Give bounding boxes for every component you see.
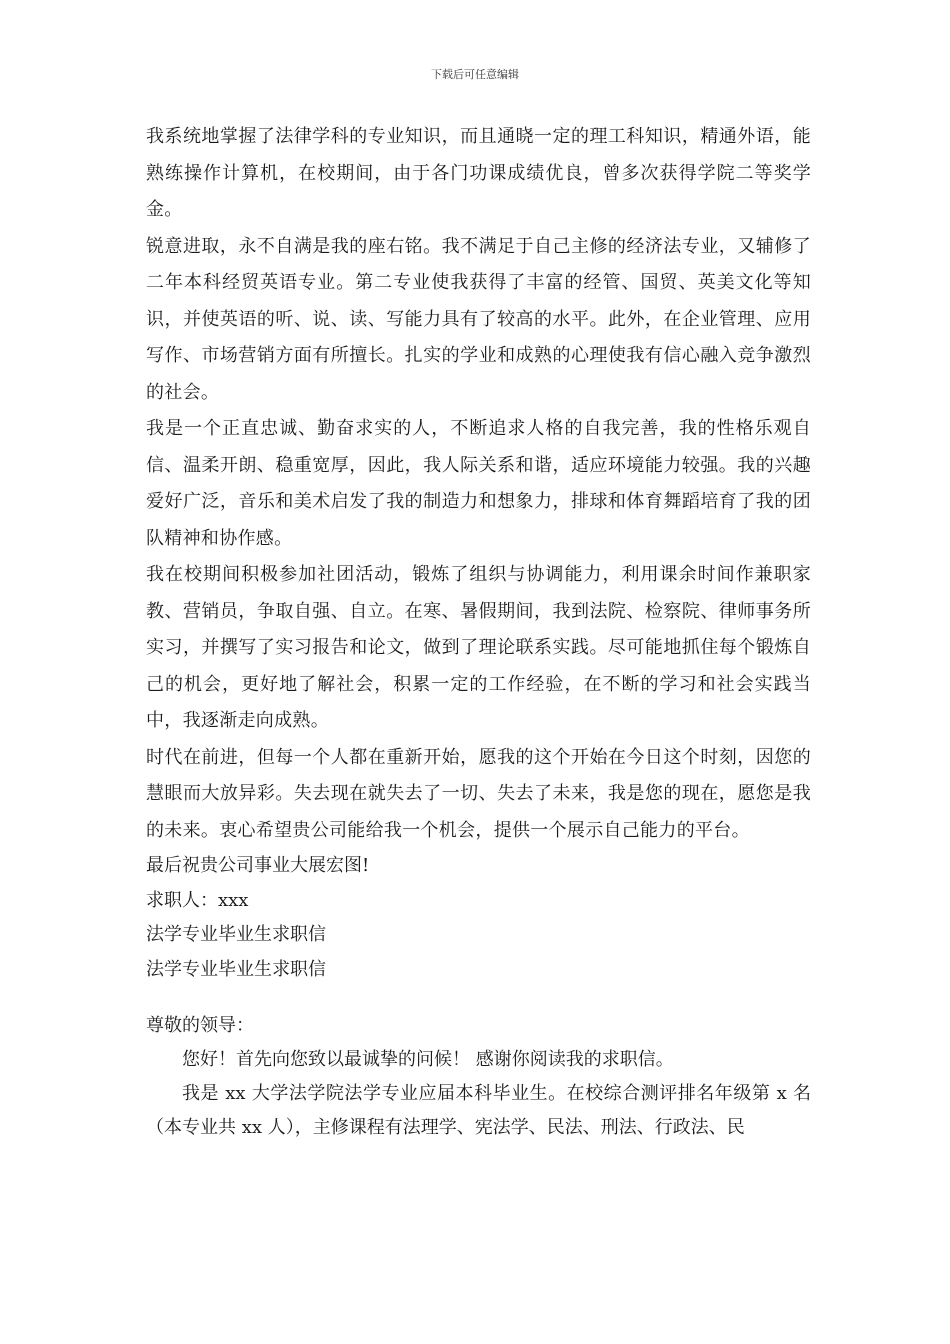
signature: 求职人：xxx <box>146 889 249 911</box>
letter-salutation: 尊敬的领导： <box>146 1015 254 1036</box>
section-title-repeat: 法学专业毕业生求职信 <box>146 958 326 980</box>
section-title: 法学专业毕业生求职信 <box>146 924 326 945</box>
spacer <box>146 987 811 1009</box>
paragraph-skills: 我系统地掌握了法律学科的专业知识，而且通晓一定的理工科知识，精通外语，能熟练操作计算机，在校期间，由于各门功课成绩优良，曾多次获得学院二等奖学金。 <box>146 126 811 220</box>
page-header-note: 下载后可任意编辑 <box>431 68 519 81</box>
paragraph-activities: 我在校期间积极参加社团活动，锻炼了组织与协调能力，利用课余时间作兼职家教、营销员，争取自强、自立。在寒、暑假期间，我到法院、检察院、律师事务所实习，并撰写了实习报告和论文，做到了理论联系实践。尽可能地抓住每个锻炼自己的机会，更好地了解社会，积累一定的工作经验，在不断的学习和社会实践当中，我逐渐走向成熟。 <box>146 564 811 731</box>
letter-greeting: 您好！首先向您致以最诚挚的问候！ 感谢你阅读我的求职信。 <box>182 1049 674 1070</box>
closing-wish: 最后祝贵公司事业大展宏图! <box>146 855 370 876</box>
paragraph-closing-appeal: 时代在前进，但每一个人都在重新开始，愿我的这个开始在今日这个时刻，因您的慧眼而大放异彩。失去现在就失去了一切、失去了未来，我是您的现在，愿您是我的未来。衷心希望贵公司能给我一个机会，提供一个展示自己能力的平台。 <box>146 746 811 841</box>
document-body <box>146 119 811 1145</box>
letter-intro: 我是 xx 大学法学院法学专业应届本科毕业生。在校综合测评排名年级第 x 名（本专业共 xx 人），主修课程有法理学、宪法学、民法、刑法、行政法、民 <box>146 1083 811 1138</box>
paragraph-personality: 我是一个正直忠诚、勤奋求实的人，不断追求人格的自我完善，我的性格乐观自信、温柔开朗、稳重宽厚，因此，我人际关系和谐，适应环境能力较强。我的兴趣爱好广泛，音乐和美术启发了我的制造力和想象力，排球和体育舞蹈培育了我的团队精神和协作感。 <box>146 418 811 549</box>
paragraph-motto: 锐意进取，永不自满是我的座右铭。我不满足于自己主修的经济法专业，又辅修了二年本科经贸英语专业。第二专业使我获得了丰富的经管、国贸、英美文化等知识，并使英语的听、说、读、写能力具有了较高的水平。此外，在企业管理、应用写作、市场营销方面有所擅长。扎实的学业和成熟的心理使我有信心融入竞争激烈的社会。 <box>146 235 811 403</box>
